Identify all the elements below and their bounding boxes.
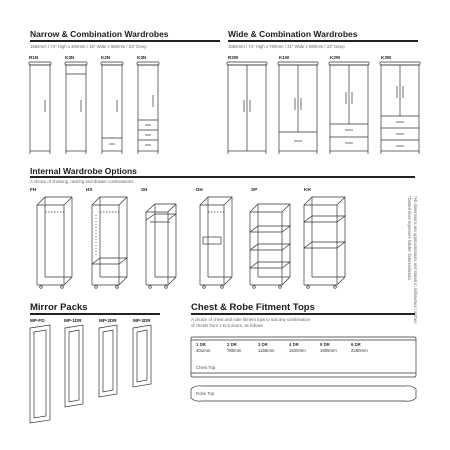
- chest-size-4: [289, 342, 306, 354]
- mirror-code-2dr: MP-2DR: [99, 318, 117, 323]
- narrow-code-3: K2N: [101, 55, 111, 60]
- internal-options-title: Internal Wardrobe Options: [30, 166, 137, 176]
- narrow-code-2: K3N: [65, 55, 75, 60]
- chest-size-3-value: 1155mm: [258, 348, 275, 353]
- chest-size-3-label: 3 DR: [258, 342, 268, 347]
- chest-size-5-label: 5 DR: [320, 342, 330, 347]
- robe-top-drawing: [191, 386, 416, 401]
- chest-size-6: [351, 342, 368, 354]
- chest-subtitle-line1: A choice of chest and robe fitment tops to suit any combination: [191, 317, 311, 322]
- chest-size-1: [196, 342, 210, 354]
- chest-size-2: [227, 342, 241, 354]
- chest-subtitle-line2: of chests from 1 to 6 doors, as follows: [191, 323, 264, 328]
- chest-top-label: Chest Top: [196, 365, 216, 370]
- chest-size-6-label: 6 DR: [351, 342, 361, 347]
- chest-size-3: [258, 342, 274, 354]
- chest-size-1-value: 401mm: [196, 348, 211, 353]
- narrow-code-1: R1N: [29, 55, 39, 60]
- internal-code-sp: SP: [251, 187, 258, 192]
- internal-code-fh: FH: [30, 187, 37, 192]
- chest-size-1-label: 1 DR: [196, 342, 206, 347]
- mirror-code-fd: MP-FD: [30, 318, 45, 323]
- internal-code-kh: KH: [304, 187, 311, 192]
- wide-code-3: K2W: [330, 55, 341, 60]
- narrow-code-4: K3N: [137, 55, 147, 60]
- narrow-wardrobes-title: Narrow & Combination Wardrobes: [30, 29, 169, 39]
- mirror-code-1dr: MP-1DR: [64, 318, 82, 323]
- chest-size-2-value: 780mm: [227, 348, 242, 353]
- chest-size-2-label: 2 DR: [227, 342, 237, 347]
- chest-size-4-value: 1520mm: [289, 348, 306, 353]
- narrow-dimensions: 1882mm / 74" High x 405mm / 16" Wide x 580mm / 23" Deep: [30, 44, 147, 49]
- wide-code-1: R2W: [228, 55, 239, 60]
- wide-dimensions: 1882mm / 74" High x 780mm / 31" Wide x 580mm / 23" Deep: [228, 44, 345, 49]
- wide-code-2: K1W: [279, 55, 290, 60]
- side-note-line2: *Dotted lines represent hidden fixtures/details: [407, 196, 412, 281]
- chest-size-4-label: 4 DR: [289, 342, 299, 347]
- internal-options-subtitle: A choice of shelving, racking and drawer combinations: [30, 179, 134, 184]
- chest-size-5: [320, 342, 337, 354]
- wide-wardrobes-title: Wide & Combination Wardrobes: [228, 29, 358, 39]
- side-note: [406, 196, 418, 323]
- wide-code-4: K3W: [381, 55, 392, 60]
- mirror-packs-title: Mirror Packs: [30, 302, 88, 313]
- side-note-line1: *All dimensions are approximations and stated in millimetres / inches: [413, 196, 418, 324]
- internal-code-hs: HS: [86, 187, 93, 192]
- chest-size-6-value: 2250mm: [351, 348, 368, 353]
- mirror-code-3dr: MP-3DR: [133, 318, 151, 323]
- internal-code-dh: DH: [196, 187, 203, 192]
- internal-code-sh: SH: [141, 187, 148, 192]
- chest-size-5-value: 1905mm: [320, 348, 337, 353]
- robe-top-label: Robe Top: [196, 391, 215, 396]
- chest-robe-title: Chest & Robe Fitment Tops: [191, 302, 315, 313]
